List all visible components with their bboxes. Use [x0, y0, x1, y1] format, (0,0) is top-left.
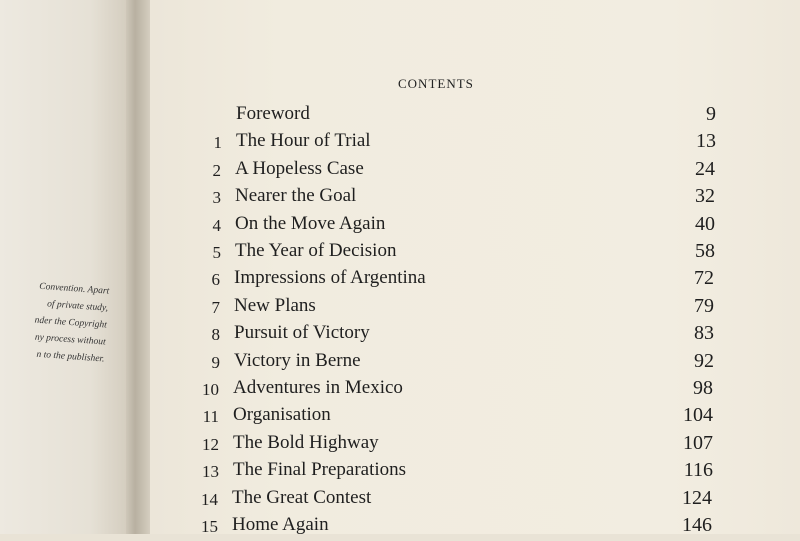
page-number: 124	[682, 486, 712, 509]
toc-entry	[194, 350, 714, 377]
chapter-number: 5	[212, 243, 221, 262]
contents-heading: CONTENTS	[398, 76, 474, 91]
copyright-line: of private study,	[46, 299, 109, 314]
page-number: 116	[683, 459, 713, 482]
page-number: 9	[706, 103, 716, 125]
page-number: 79	[694, 294, 714, 317]
copyright-line: nder the Copyright	[34, 315, 108, 331]
chapter-number: 4	[212, 215, 221, 235]
chapter-title: The Great Contest	[232, 486, 372, 508]
chapter-title: A Hopeless Case	[235, 157, 364, 179]
chapter-title: Pursuit of Victory	[234, 322, 370, 344]
chapter-title: The Year of Decision	[235, 240, 397, 261]
chapter-number: 3	[212, 188, 221, 208]
chapter-title: Victory in Berne	[234, 349, 361, 371]
chapter-number: 14	[201, 489, 218, 509]
toc-entry	[192, 514, 712, 541]
page-number: 24	[695, 157, 715, 180]
chapter-title: On the Move Again	[235, 212, 386, 234]
page-number: 92	[694, 349, 714, 372]
chapter-title: Home Again	[232, 514, 329, 535]
chapter-number: 9	[211, 352, 220, 372]
chapter-number: 11	[202, 407, 219, 427]
page-number: 104	[683, 404, 713, 427]
copyright-notice	[0, 276, 110, 368]
toc-entry	[195, 158, 715, 185]
toc-entry	[194, 295, 714, 322]
toc-entry	[193, 404, 713, 431]
chapter-title: Impressions of Argentina	[234, 267, 426, 289]
chapter-number: 7	[211, 297, 220, 317]
copyright-line: ny process without	[34, 332, 106, 348]
page-number: 146	[682, 514, 712, 536]
page-number: 58	[695, 240, 715, 262]
chapter-number: 15	[201, 517, 218, 536]
chapter-number: 1	[213, 133, 222, 153]
toc-entry	[194, 322, 714, 349]
toc-entry	[193, 459, 713, 486]
chapter-title: The Final Preparations	[233, 459, 407, 481]
chapter-title: Organisation	[233, 404, 331, 426]
page-number: 72	[694, 267, 714, 290]
toc-entry	[192, 487, 712, 514]
chapter-number: 10	[202, 380, 219, 399]
toc-entry	[194, 267, 714, 294]
chapter-title: Foreword	[236, 103, 310, 124]
page-number: 13	[696, 130, 716, 153]
chapter-title: Adventures in Mexico	[233, 377, 403, 398]
chapter-number: 6	[211, 270, 220, 290]
copyright-line: n to the publisher.	[36, 349, 105, 365]
copyright-line: Convention. Apart	[38, 281, 110, 297]
chapter-title: The Bold Highway	[233, 431, 379, 453]
page-number: 32	[695, 185, 715, 208]
toc-entry	[195, 185, 715, 212]
toc-entry	[196, 103, 716, 130]
toc-entry	[193, 377, 713, 404]
chapter-number: 13	[202, 462, 219, 482]
left-page	[0, 0, 128, 534]
toc-entry	[195, 240, 715, 267]
chapter-number: 2	[212, 160, 221, 180]
toc-entry	[196, 130, 716, 157]
toc-entry	[193, 432, 713, 459]
chapter-title: Nearer the Goal	[235, 185, 357, 207]
chapter-title: New Plans	[234, 294, 316, 316]
chapter-number: 8	[211, 325, 220, 345]
page-number: 83	[694, 322, 714, 345]
page-number: 98	[693, 377, 713, 399]
chapter-number: 12	[202, 434, 219, 454]
page-number: 40	[695, 212, 715, 235]
book-gutter	[126, 0, 152, 534]
toc-entry	[195, 213, 715, 240]
chapter-title: The Hour of Trial	[236, 130, 371, 152]
page-number: 107	[683, 431, 713, 454]
